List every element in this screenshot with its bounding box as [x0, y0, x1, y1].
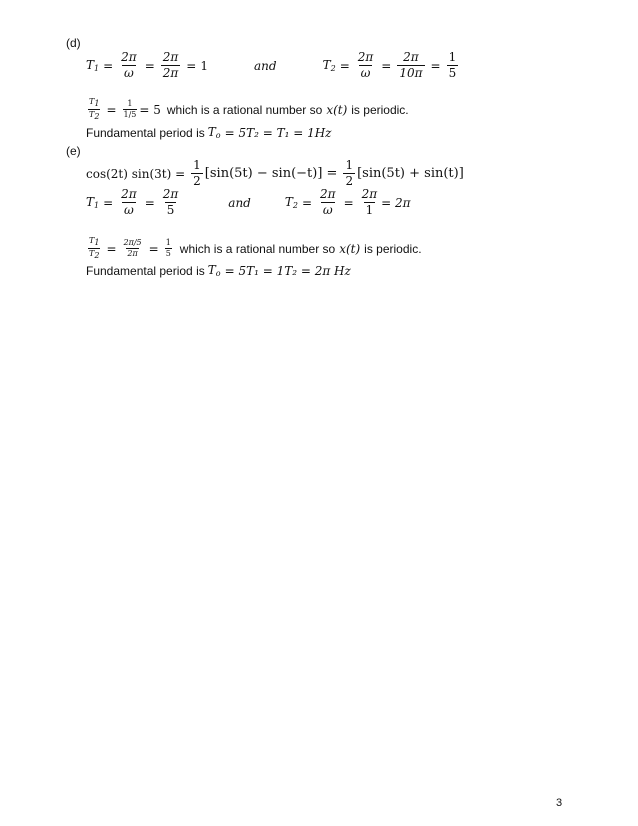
part-d-periods: $T_1$ = $\frac{2\pi}{\omega}$ = $\frac{2\pi}{2\pi}$ = 1 and $T_2$ = $\frac{2\pi}{\omega}$ = $\frac{2\pi}{10\pi}$ = $\frac{1}{5}$	[86, 50, 457, 80]
fraction-half: 1 2	[193, 158, 201, 188]
signal-xt: x(t)	[326, 102, 348, 117]
ratio-t1-t2: $\frac{T_1}{T_2}$	[89, 97, 100, 121]
t2-value: = 2π	[381, 195, 411, 210]
part-e-periods: $T_1$ = $\frac{2\pi}{\omega}$ = $\frac{2\pi}{5}$ and $T_2$ = $\frac{2\pi}{\omega}$ = $\frac{2\pi}{1}$ = 2π	[86, 187, 411, 217]
fundamental-expr-e: = 5T₁ = 1T₂ = 2π Hz	[224, 263, 351, 278]
ratio-1-over-1-5: $\frac{1}{1/5}$	[123, 99, 137, 119]
ratio-1-5: $\frac{1}{5}$	[165, 238, 171, 258]
rational-statement-e: which is a rational number so	[179, 241, 336, 256]
ratio-t1-t2-e: $\frac{T_1}{T_2}$	[89, 236, 100, 260]
product-lhs: cos(2t) sin(3t) =	[86, 166, 186, 181]
rational-statement: which is a rational number so	[166, 102, 323, 117]
fraction-half-2: 1 2	[345, 158, 354, 188]
periodic-text-e: is periodic.	[364, 241, 422, 256]
fraction-1-5: $\frac{1}{5}$	[448, 50, 457, 80]
part-e-fundamental: Fundamental period is $T_o$ = 5T₁ = 1T₂ = 2π Hz	[86, 263, 351, 278]
bracket-expr-1: [sin(5t) − sin(−t)] =	[204, 166, 338, 181]
ratio-2pi5-2pi: $\frac{2\pi/5}{2\pi}$	[123, 238, 142, 258]
fraction-2pi-1: $\frac{2\pi}{1}$	[361, 187, 378, 217]
and-word: and	[254, 58, 277, 73]
periodic-text: is periodic.	[351, 102, 409, 117]
fraction-2pi-omega-e2: $\frac{2\pi}{\omega}$	[320, 187, 336, 217]
fraction-2pi-omega: $\frac{2\pi}{\omega}$	[121, 50, 137, 80]
fundamental-expr: = 5T₂ = T₁ = 1Hz	[224, 125, 332, 140]
part-e-ratio-line: $\frac{T_1}{T_2}$ = $\frac{2\pi/5}{2\pi}$ = $\frac{1}{5}$ which is a rational number so x(t) is periodic.	[89, 236, 422, 260]
fraction-2pi-5: $\frac{2\pi}{5}$	[162, 187, 179, 217]
fraction-2pi-2pi: $\frac{2\pi}{2\pi}$	[162, 50, 179, 80]
fraction-2pi-10pi: $\frac{2\pi}{10\pi}$	[399, 50, 423, 80]
fraction-2pi-omega-e: $\frac{2\pi}{\omega}$	[121, 187, 137, 217]
fraction-2pi-omega-2: $\frac{2\pi}{\omega}$	[357, 50, 374, 80]
fundamental-label: Fundamental period is	[86, 125, 205, 140]
part-d-label: (d)	[66, 36, 81, 50]
part-e-identity	[86, 158, 464, 189]
page-number: 3	[556, 797, 563, 809]
part-d-ratio-line: $\frac{T_1}{T_2}$ = $\frac{1}{1/5}$ = 5 which is a rational number so x(t) is periodic.	[89, 97, 409, 121]
t1-symbol: $T_1$	[86, 58, 100, 73]
and-word-e: and	[228, 195, 251, 210]
t2-symbol: $T_2$	[322, 58, 336, 73]
part-d-fundamental: Fundamental period is $T_o$ = 5T₂ = T₁ = 1Hz	[86, 125, 332, 140]
bracket-expr-2: [sin(5t) + sin(t)]	[357, 166, 464, 181]
t1-value: 1	[200, 58, 208, 73]
part-e-label: (e)	[66, 144, 81, 158]
ratio-result: = 5	[139, 102, 161, 117]
signal-xt-e: x(t)	[339, 241, 361, 256]
fundamental-label-e: Fundamental period is	[86, 263, 205, 278]
